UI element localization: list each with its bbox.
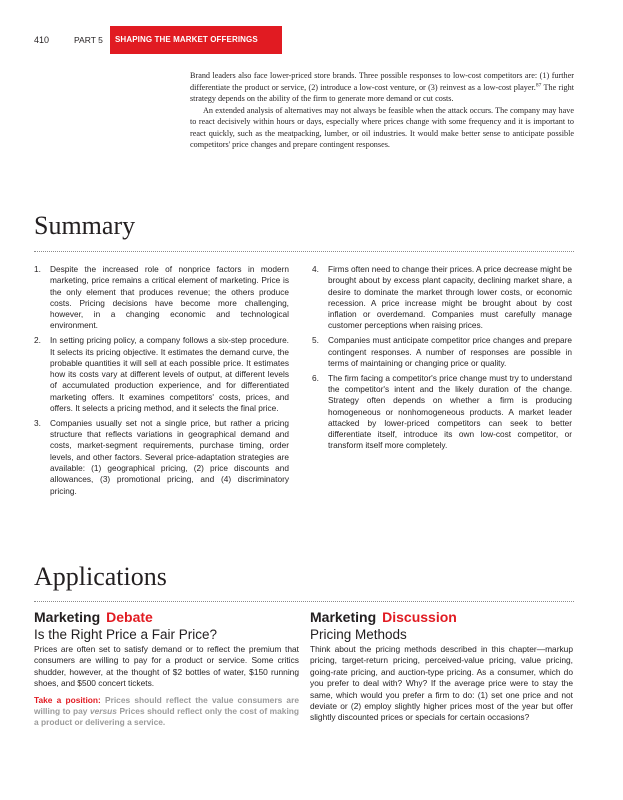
summary-item	[312, 264, 572, 332]
summary-item-number: 4.	[312, 264, 319, 274]
marketing-discussion	[310, 608, 573, 724]
debate-heading	[34, 608, 299, 626]
summary-divider	[34, 251, 574, 252]
intro-text-a: Brand leaders also face lower-priced store brands. Three possible responses to low-cost competitors are: (1) further differentiate the product or service, (2) introduce a low-cost venture, or (3) reinvest as a low-cost player.	[190, 71, 574, 92]
summary-item	[34, 264, 289, 332]
debate-heading-label: Marketing	[34, 609, 101, 625]
summary-item	[312, 335, 572, 369]
section-banner: SHAPING THE MARKET OFFERINGS	[110, 26, 282, 54]
intro-text	[190, 70, 574, 151]
position-versus: versus	[89, 706, 117, 717]
summary-column-left	[34, 264, 289, 500]
summary-item-number: 1.	[34, 264, 41, 274]
page-number: 410	[34, 35, 50, 45]
take-position-label: Take a position:	[34, 694, 101, 705]
intro-paragraph	[190, 70, 574, 105]
summary-item	[312, 373, 572, 452]
summary-item-number: 5.	[312, 335, 319, 346]
summary-item-number: 3.	[34, 417, 41, 428]
applications-title: Applications	[34, 562, 167, 591]
summary-item	[34, 335, 289, 414]
discussion-heading-accent: Discussion	[382, 609, 457, 625]
summary-item-text: Firms often need to change their prices. A price decrease might be brought about by excess plant capacity, declining market share, a desire to dominate the market through lower costs, or economic recession. A price increase might be brought about by cost inflation or overdemand. Companies must carefully manage customer perceptions when raising prices.	[328, 264, 572, 331]
marketing-debate	[34, 608, 299, 729]
position-a: Prices should reflect the value consumers are willing to pay	[34, 694, 299, 717]
summary-column-right	[312, 264, 572, 455]
intro-paragraph: An extended analysis of alternatives may not always be feasible when the attack occurs. The company may have to react decisively within hours or days, especially where prices change with some frequency and it is important to react quickly, such as the meatpacking, lumber, or oil industries. It would make better sense to anticipate possible competitors' price changes and prepare contingent responses.	[190, 105, 574, 149]
summary-title: Summary	[34, 211, 136, 240]
footnote-ref: 87	[535, 81, 542, 88]
summary-item	[34, 418, 289, 497]
applications-divider	[34, 601, 574, 602]
summary-item-number: 2.	[34, 335, 41, 346]
summary-item-text: The firm facing a competitor's price change must try to understand the competitor's intent and the likely duration of the change. Strategy often depends on whether a firm is producing homogeneous or nonhomogeneous products. A market leader attacked by lower-priced competitors can seek to better differentiate itself, introduce its own low-cost competitor, or transform itself more completely.	[328, 372, 572, 451]
take-a-position	[34, 695, 299, 729]
discussion-body: Think about the pricing methods described in this chapter—markup pricing, target-return pricing, perceived-value pricing, value pricing, going-rate pricing, and auction-type pricing. As a consumer, which do you prefer to deal with? Why? If the average price were to stay the same, which would you prefer a firm to do: (1) set one price and not deviate or (2) employ slightly higher prices most of the year but offer slightly discounted prices or specials for certain occasions?	[310, 644, 573, 723]
debate-heading-accent: Debate	[106, 609, 153, 625]
part-label: PART 5	[74, 35, 103, 45]
summary-item-text: Companies must anticipate competitor price changes and prepare contingent responses. A number of responses are possible in terms of maintaining or changing price or quality.	[328, 335, 572, 368]
page-header	[0, 0, 623, 60]
summary-item-number: 6.	[312, 372, 319, 383]
summary-item-text: Companies usually set not a single price, but rather a pricing structure that reflects variations in geographical demand and costs, market-segment requirements, purchase timing, order levels, and other factors. Several price-adaptation strategies are available: (1) geographical pricing, (2) price discounts and allowances, (3) promotional pricing, and (4) discriminatory pricing.	[50, 417, 289, 496]
discussion-heading	[310, 608, 573, 626]
summary-item-text: In setting pricing policy, a company follows a six-step procedure. It selects its pricing objective. It estimates the demand curve, the probable quantities it will sell at each possible price. It estimates how its costs vary at different levels of output, at different levels of accumulated production experience, and for differentiated marketing offers. It examines competitors' costs, prices, and offers. It selects a pricing method, and it selects the final price.	[50, 335, 289, 414]
summary-item-text: Despite the increased role of nonprice factors in modern marketing, price remains a critical element of marketing. Price is the only element that produces revenue; the others produce costs. Pricing decisions have become more challenging, however, in a changing economic and technological environment.	[50, 264, 289, 331]
debate-subtitle: Is the Right Price a Fair Price?	[34, 627, 218, 642]
intro-text-b: The right strategy depends on the ability of the firm to generate more demand or cut costs.	[190, 82, 574, 103]
position-b: Prices should reflect only the cost of making a product or delivering a service.	[34, 706, 300, 728]
discussion-heading-label: Marketing	[310, 609, 377, 625]
discussion-subtitle: Pricing Methods	[310, 627, 407, 642]
debate-body: Prices are often set to satisfy demand or to reflect the premium that consumers are willing to pay for a product or service. Some critics shudder, however, at the thought of $2 bottles of water, $150 running shoes, and $500 concert tickets.	[34, 644, 299, 689]
